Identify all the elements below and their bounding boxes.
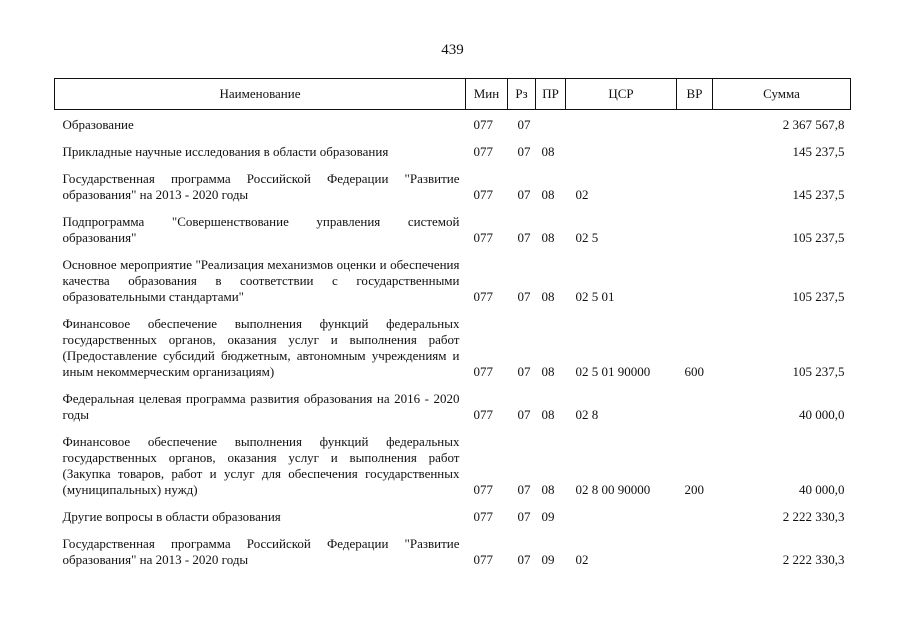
cell-sum-text: 2 222 330,3 [782,552,845,567]
cell-csr [566,380,677,423]
cell-pr-text: 08 [541,407,555,422]
header-name: Наименование [55,79,466,110]
cell-pr [536,246,566,305]
cell-csr [566,525,677,568]
cell-min-text: 077 [473,552,493,567]
cell-csr [566,133,677,160]
cell-min [466,498,508,525]
cell-pr [536,133,566,160]
cell-csr [566,160,677,203]
cell-min [466,110,508,134]
cell-sum-text: 40 000,0 [799,482,845,497]
cell-pr-text: 08 [541,482,555,497]
cell-vr [677,110,713,134]
cell-min [466,160,508,203]
cell-pr-text: 09 [541,509,555,524]
cell-name [55,498,466,525]
cell-csr-text: 02 8 [575,407,599,422]
cell-name-text: Федеральная целевая программа развития образования на 2016 - 2020 годы [62,391,460,422]
table-row [55,160,851,203]
cell-sum-text: 145 237,5 [792,144,845,159]
cell-name [55,110,466,134]
header-min: Мин [466,79,508,110]
cell-vr [677,380,713,423]
header-vr: ВР [677,79,713,110]
cell-name [55,423,466,498]
cell-sum [713,380,851,423]
cell-rz-text: 07 [517,289,531,304]
cell-sum-text: 2 222 330,3 [782,509,845,524]
cell-pr-text: 08 [541,289,555,304]
cell-rz [508,380,536,423]
header-rz: Рз [508,79,536,110]
cell-rz-text: 07 [517,509,531,524]
cell-sum [713,525,851,568]
cell-rz-text: 07 [517,187,531,202]
cell-name-text: Финансовое обеспечение выполнения функций федеральных государственных органов, оказания услуг и выполнения работ (Предоставление субсидий бюджетным, автономным учреждениям и иным некоммерческим организациям) [62,316,460,379]
cell-pr [536,423,566,498]
cell-min-text: 077 [473,144,493,159]
cell-rz [508,525,536,568]
table-row [55,380,851,423]
header-sum: Сумма [713,79,851,110]
table-row [55,305,851,380]
cell-vr [677,498,713,525]
cell-name [55,160,466,203]
cell-min-text: 077 [473,407,493,422]
budget-table [54,78,851,568]
cell-rz-text: 07 [517,117,531,132]
table-row [55,498,851,525]
cell-rz-text: 07 [517,482,531,497]
cell-min-text: 077 [473,117,493,132]
cell-csr-text: 02 [575,187,589,202]
cell-vr [677,203,713,246]
cell-sum [713,160,851,203]
cell-rz [508,110,536,134]
cell-vr [677,246,713,305]
cell-sum [713,246,851,305]
cell-sum-text: 105 237,5 [792,230,845,245]
cell-name-text: Подпрограмма "Совершенствование управления системой образования" [62,214,460,245]
cell-vr [677,305,713,380]
cell-sum [713,305,851,380]
cell-name-text: Финансовое обеспечение выполнения функций федеральных государственных органов, оказания услуг и выполнения работ (Закупка товаров, работ и услуг для обеспечения государственных (муниципальных) нужд) [62,434,460,497]
cell-sum [713,498,851,525]
cell-csr [566,498,677,525]
cell-pr [536,498,566,525]
cell-min [466,246,508,305]
cell-csr-text: 02 5 01 90000 [575,364,651,379]
cell-name [55,133,466,160]
cell-rz [508,160,536,203]
cell-rz [508,498,536,525]
cell-csr-text: 02 [575,552,589,567]
cell-rz-text: 07 [517,230,531,245]
cell-sum [713,423,851,498]
cell-rz [508,133,536,160]
cell-name-text: Государственная программа Российской Федерации "Развитие образования" на 2013 - 2020 годы [62,171,460,202]
cell-vr [677,133,713,160]
cell-vr-text: 200 [684,482,704,497]
cell-csr-text: 02 8 00 90000 [575,482,651,497]
cell-vr [677,160,713,203]
cell-pr-text: 08 [541,187,555,202]
cell-rz [508,203,536,246]
cell-name-text: Другие вопросы в области образования [62,509,281,524]
cell-csr-text: 02 5 [575,230,599,245]
cell-pr [536,110,566,134]
cell-vr-text: 600 [684,364,704,379]
cell-rz-text: 07 [517,144,531,159]
cell-min-text: 077 [473,187,493,202]
header-csr: ЦСР [566,79,677,110]
cell-csr [566,423,677,498]
cell-sum [713,133,851,160]
cell-name-text: Образование [62,117,134,132]
header-pr: ПР [536,79,566,110]
cell-name [55,246,466,305]
cell-csr [566,110,677,134]
table-row [55,133,851,160]
cell-sum [713,203,851,246]
cell-sum-text: 2 367 567,8 [782,117,845,132]
table-row [55,525,851,568]
cell-min-text: 077 [473,289,493,304]
cell-min-text: 077 [473,230,493,245]
cell-min [466,380,508,423]
cell-sum-text: 145 237,5 [792,187,845,202]
cell-vr [677,525,713,568]
cell-min [466,203,508,246]
table-row [55,423,851,498]
cell-sum-text: 40 000,0 [799,407,845,422]
cell-sum-text: 105 237,5 [792,364,845,379]
cell-name [55,525,466,568]
table-row [55,246,851,305]
cell-min-text: 077 [473,482,493,497]
cell-pr [536,160,566,203]
cell-pr [536,305,566,380]
cell-name [55,380,466,423]
table-header-row [55,79,851,110]
cell-pr [536,203,566,246]
cell-pr-text: 09 [541,552,555,567]
cell-rz-text: 07 [517,407,531,422]
cell-min-text: 077 [473,509,493,524]
cell-pr [536,525,566,568]
page-number: 439 [441,42,464,58]
cell-name [55,305,466,380]
cell-name-text: Прикладные научные исследования в области образования [62,144,389,159]
cell-min [466,525,508,568]
cell-rz-text: 07 [517,364,531,379]
cell-pr-text: 08 [541,364,555,379]
cell-min [466,305,508,380]
table-row [55,110,851,134]
cell-csr [566,305,677,380]
cell-rz-text: 07 [517,552,531,567]
cell-min-text: 077 [473,364,493,379]
cell-csr [566,203,677,246]
cell-csr-text: 02 5 01 [575,289,615,304]
cell-min [466,423,508,498]
cell-min [466,133,508,160]
cell-pr-text: 08 [541,230,555,245]
cell-sum [713,110,851,134]
table-row [55,203,851,246]
cell-sum-text: 105 237,5 [792,289,845,304]
cell-rz [508,305,536,380]
cell-csr [566,246,677,305]
cell-rz [508,423,536,498]
cell-pr-text: 08 [541,144,555,159]
cell-name-text: Основное мероприятие "Реализация механизмов оценки и обеспечения качества образования в соответствии с государственными образовательными стандартами" [62,257,460,304]
cell-rz [508,246,536,305]
cell-vr [677,423,713,498]
cell-pr [536,380,566,423]
cell-name-text: Государственная программа Российской Федерации "Развитие образования" на 2013 - 2020 годы [62,536,460,567]
cell-name [55,203,466,246]
